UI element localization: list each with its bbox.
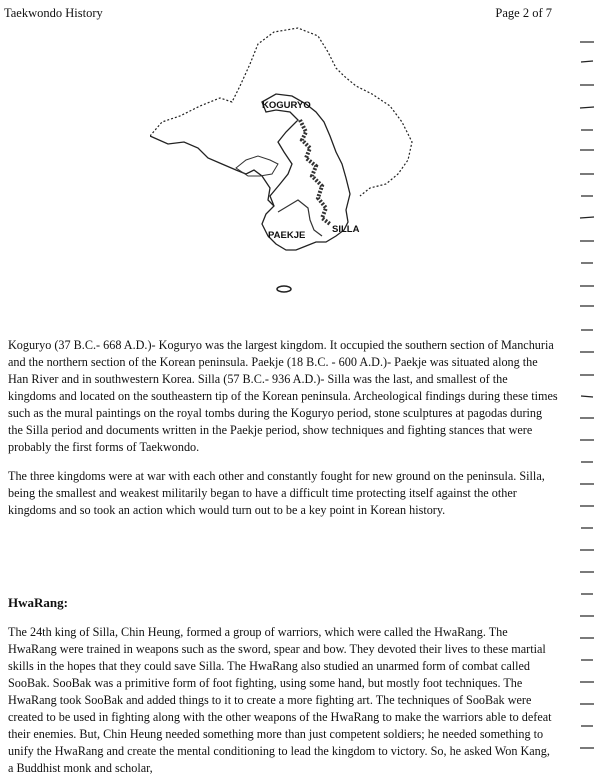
margin-ticks-svg: [572, 0, 600, 769]
korea-map: [150, 24, 430, 324]
page-number: Page 2 of 7: [495, 6, 552, 20]
paragraph-hwarang: The 24th king of Silla, Chin Heung, formed a group of warriors, which were called the HwaRang. The HwaRang were trained in weapons such as the sword, spear and bow. They devoted their lives to these martial skills in the hopes that they could save Silla. The HwaRang also studied an unarmed form of combat called SooBak. SooBak was a primitive form of foot fighting, using some hand, but mostly foot techniques. The HwaRang took SooBak and added things to it to create a more fighting art. The techniques of SooBak were created to be used in fighting along with the other weapons of the HwaRang to make the warriors able to defeat their enemies. But, Chin Heung needed something more than just competent soldiers; he needed something to unify the HwaRang and create the mental conditioning to lead the kingdom to victory. So, he asked Won Kang, a Buddhist monk and scholar,: [8, 625, 552, 775]
map-label-paekje: PAEKJE: [268, 230, 306, 241]
map-coast-left: [150, 136, 274, 206]
document-title: Taekwondo History: [4, 6, 103, 20]
section-heading-hwarang: HwaRang:: [8, 595, 68, 610]
map-mountains: [300, 120, 330, 224]
margin-scan-ticks: [572, 0, 600, 769]
map-island: [277, 286, 291, 292]
korea-map-svg: [150, 24, 430, 324]
paragraph-three-kingdoms: Koguryo (37 B.C.- 668 A.D.)- Koguryo was the largest kingdom. It occupied the southern section of Manchuria and the northern section of the Korean peninsula. Paekje (18 B.C. - 600 A.D.)- Paekje was situated along the Han River and in southwestern Korea. Silla (57 B.C.- 936 A.D.)- Silla was the last, and smallest of the kingdoms and located on the southeastern tip of the Korean peninsula. Archeological findings during these times such as the mural paintings on the royal tombs during the Koguryo period, stone sculptures at pagodas during the Silla period and documents written in the Paekje period, show techniques and fighting stances that were probably the first forms of Taekwondo.: [8, 338, 558, 454]
map-label-koguryo: KOGURYO: [262, 100, 311, 111]
map-label-silla: SILLA: [332, 224, 360, 235]
map-north-border: [150, 28, 412, 196]
paragraph-war: The three kingdoms were at war with each other and constantly fought for new ground on the peninsula. Silla, being the smallest and weakest militarily began to have a difficult time protecting itself against the other kingdoms and so took an action which would turn out to be a key point in Korean history.: [8, 469, 545, 517]
